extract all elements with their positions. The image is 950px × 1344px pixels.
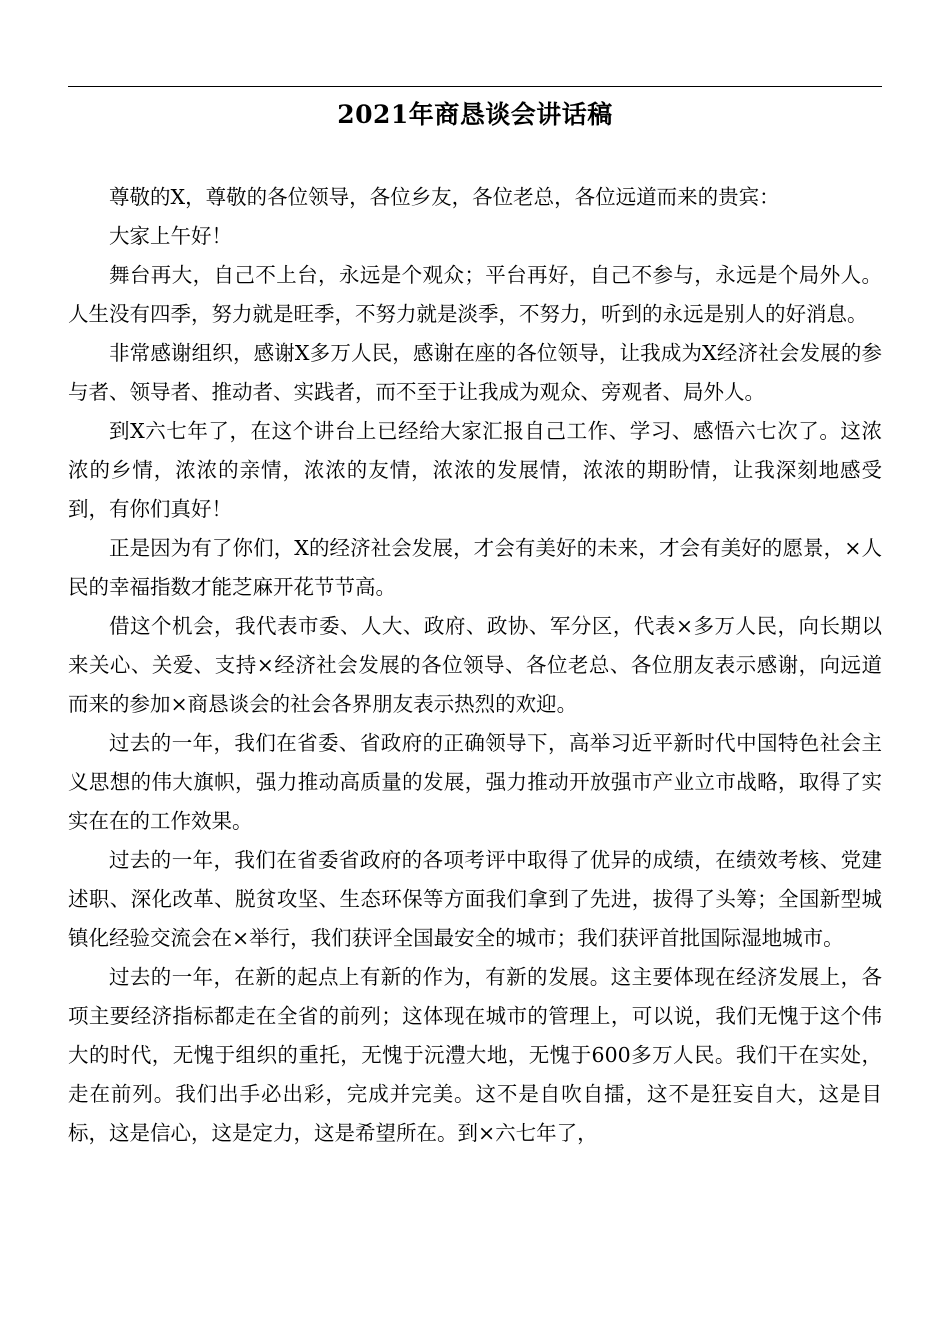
paragraph: 借这个机会，我代表市委、人大、政府、政协、军分区，代表×多万人民，向长期以来关心、关爱、支持×经济社会发展的各位领导、各位老总、各位朋友表示感谢，向远道而来的参加×商恳谈会的社会各界朋友表示热烈的欢迎。 <box>68 614 882 716</box>
paragraph: 舞台再大，自己不上台，永远是个观众；平台再好，自己不参与，永远是个局外人。人生没有四季，努力就是旺季，不努力就是淡季，不努力，听到的永远是别人的好消息。 <box>68 263 882 326</box>
paragraph: 正是因为有了你们，X的经济社会发展，才会有美好的未来，才会有美好的愿景，×人民的幸福指数才能芝麻开花节节高。 <box>68 536 882 599</box>
paragraph: 大家上午好！ <box>109 224 232 248</box>
document-title: 2021年商恳谈会讲话稿 <box>337 100 613 129</box>
paragraph: 过去的一年，我们在省委省政府的各项考评中取得了优异的成绩，在绩效考核、党建述职、深化改革、脱贫攻坚、生态环保等方面我们拿到了先进，拔得了头筹；全国新型城镇化经验交流会在×举行，我们获评全国最安全的城市；我们获评首批国际湿地城市。 <box>68 848 882 950</box>
paragraph: 到X六七年了，在这个讲台上已经给大家汇报自己工作、学习、感悟六七次了。这浓浓的乡情，浓浓的亲情，浓浓的友情，浓浓的发展情，浓浓的期盼情，让我深刻地感受到，有你们真好！ <box>68 419 882 521</box>
header-rule <box>68 86 882 87</box>
document-body <box>68 178 882 1153</box>
paragraph: 过去的一年，在新的起点上有新的作为，有新的发展。这主要体现在经济发展上，各项主要经济指标都走在全省的前列；这体现在城市的管理上，可以说，我们无愧于这个伟大的时代，无愧于组织的重托，无愧于沅澧大地，无愧于600多万人民。我们干在实处，走在前列。我们出手必出彩，完成并完美。这不是自吹自擂，这不是狂妄自大，这是目标，这是信心，这是定力，这是希望所在。到×六七年了， <box>68 965 882 1145</box>
paragraph: 尊敬的X，尊敬的各位领导，各位乡友，各位老总，各位远道而来的贵宾： <box>109 185 780 209</box>
paragraph: 过去的一年，我们在省委、省政府的正确领导下，高举习近平新时代中国特色社会主义思想的伟大旗帜，强力推动高质量的发展，强力推动开放强市产业立市战略，取得了实实在在的工作效果。 <box>68 731 882 833</box>
paragraph: 非常感谢组织，感谢X多万人民，感谢在座的各位领导，让我成为X经济社会发展的参与者、领导者、推动者、实践者，而不至于让我成为观众、旁观者、局外人。 <box>68 341 882 404</box>
